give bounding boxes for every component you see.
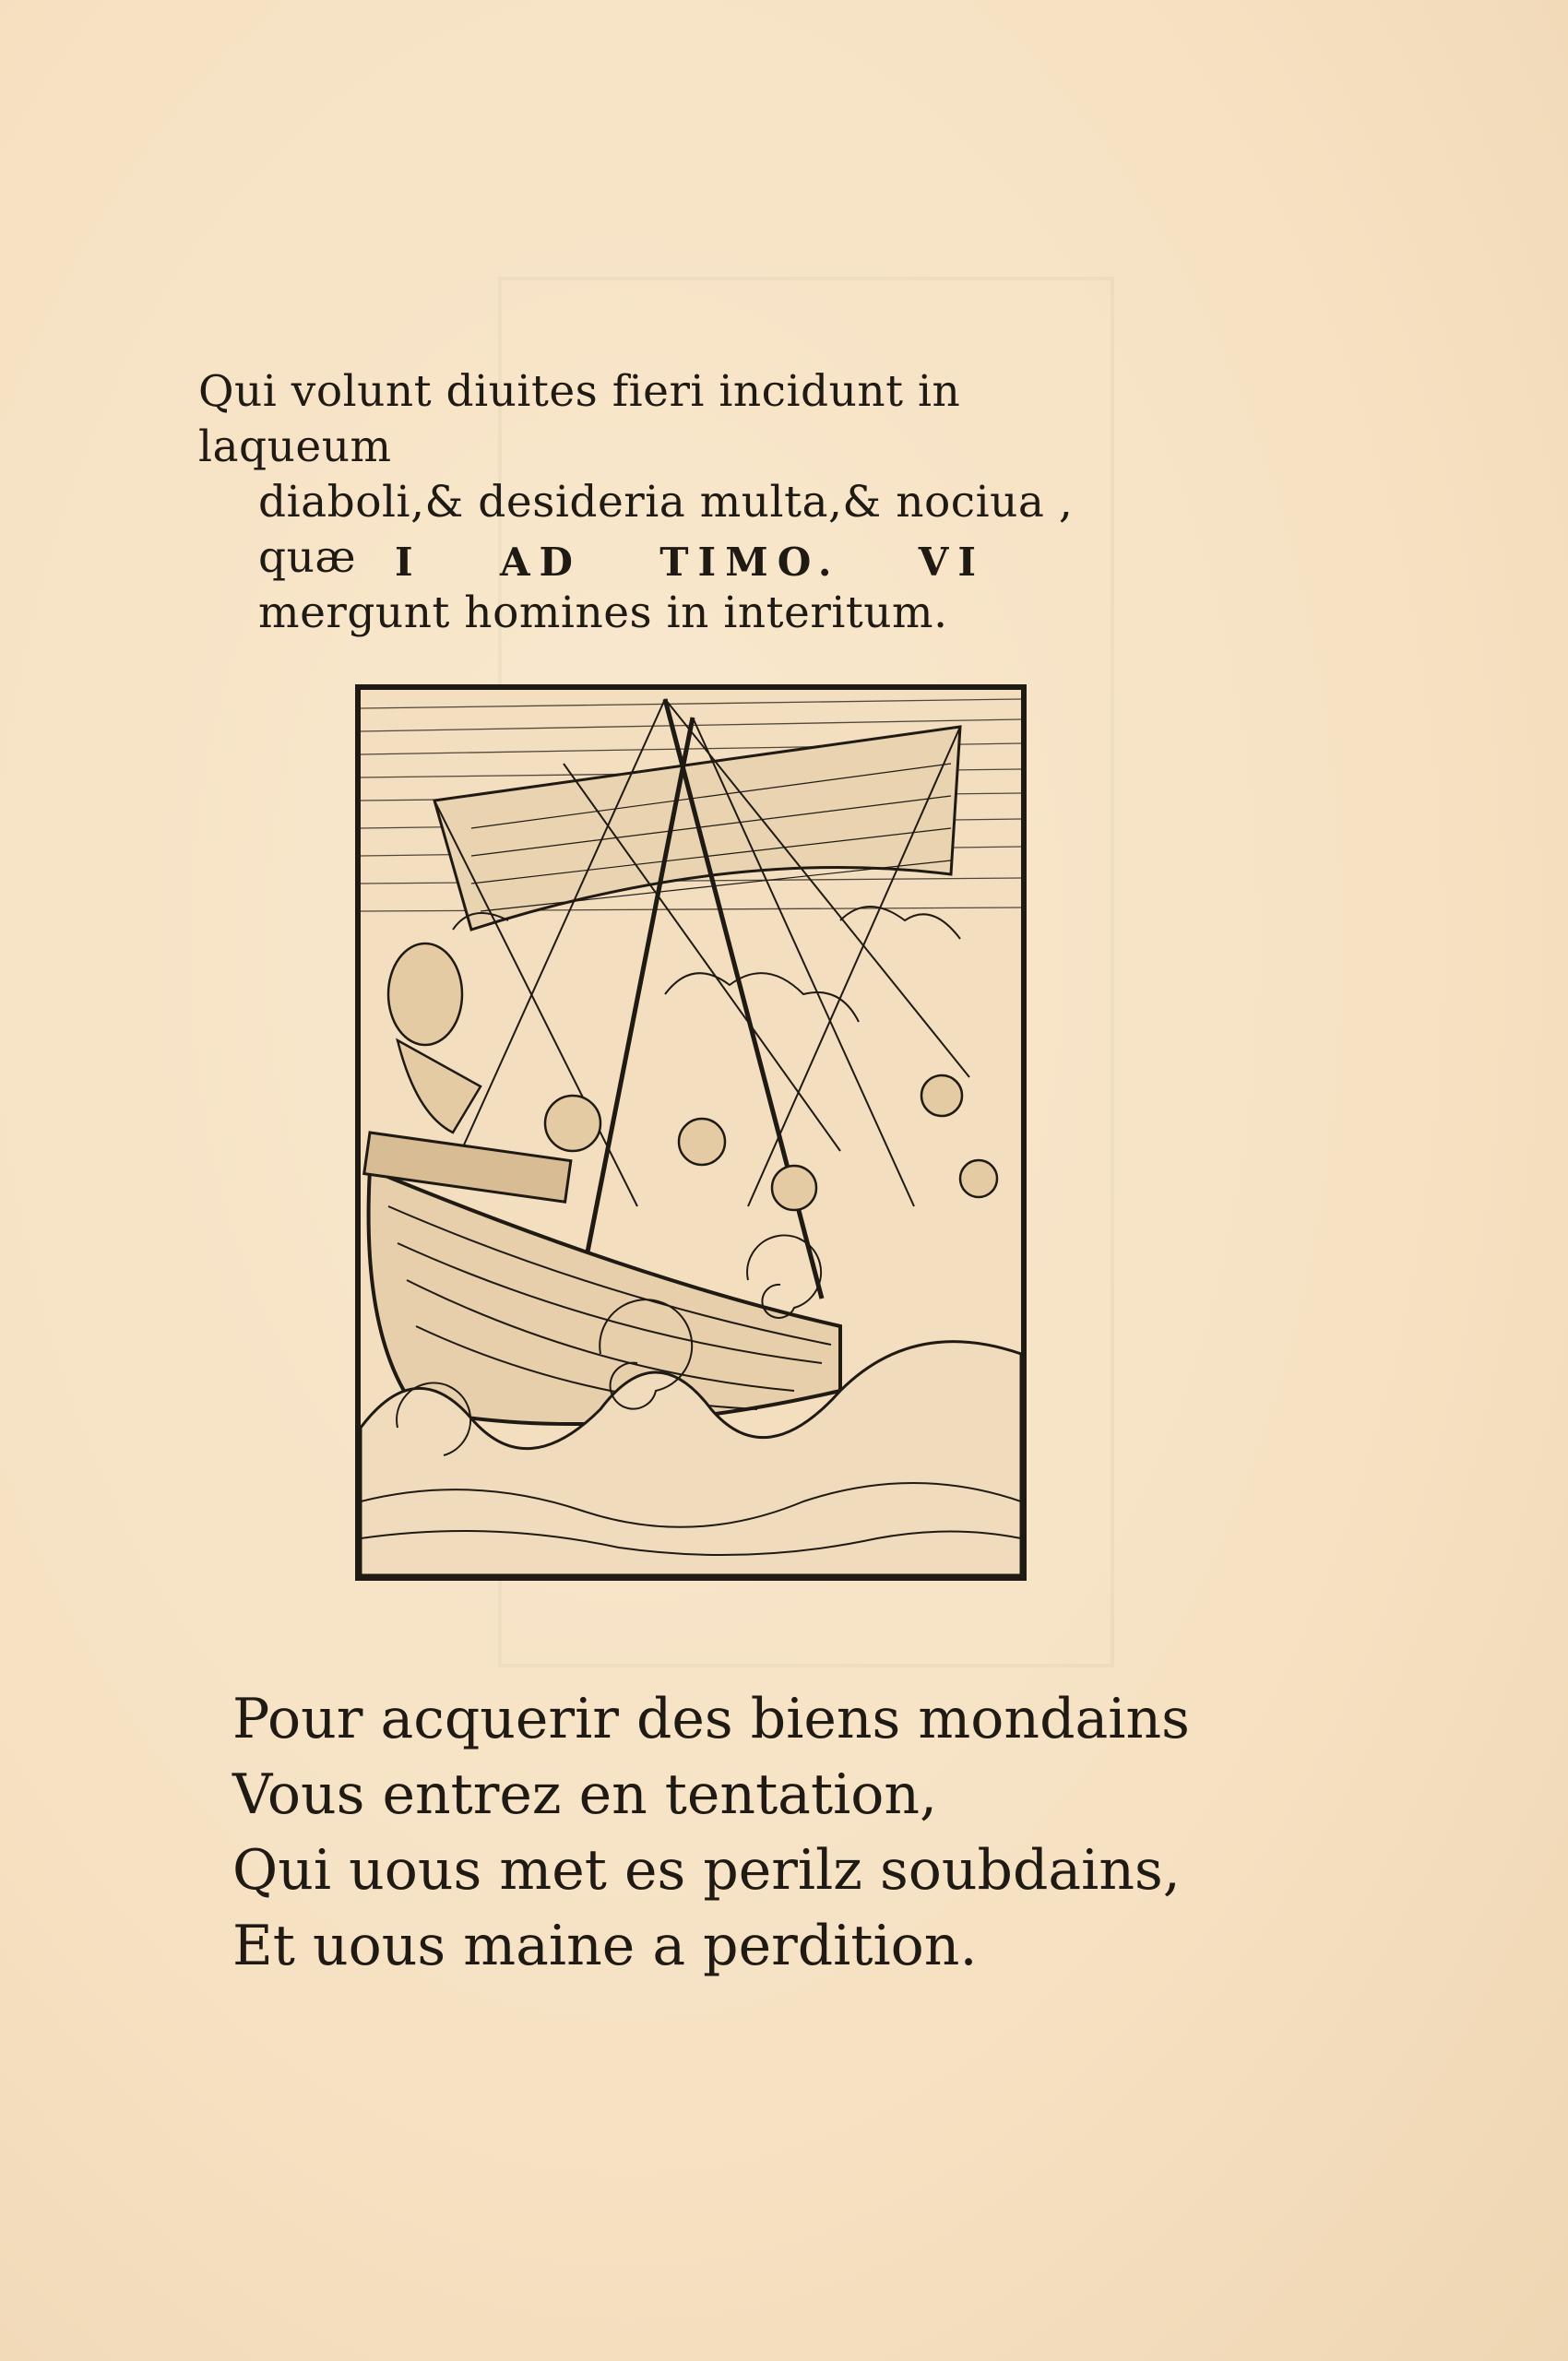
- ship-storm-woodcut-icon: [361, 690, 1021, 1575]
- citation-part: VI: [918, 540, 985, 585]
- verse-line-3: Qui uous met es perilz soubdains,: [232, 1838, 1181, 1903]
- latin-line-1: Qui volunt diuites fieri incidunt in laqueum: [198, 366, 961, 472]
- citation-part: TIMO.: [659, 540, 841, 585]
- verse-line-4: Et uous maine a perdition.: [232, 1914, 978, 1978]
- latin-line-2: diaboli,& desideria multa,& nociua , quæ: [258, 477, 1074, 583]
- citation-part: AD: [499, 540, 582, 585]
- latin-line-3: mergunt homines in interitum.: [258, 587, 948, 638]
- woodcut-illustration: [355, 684, 1027, 1581]
- verse-line-1: Pour acquerir des biens mondains: [232, 1687, 1190, 1751]
- latin-epigraph: [198, 364, 1139, 641]
- french-verse: [232, 1681, 1201, 1984]
- scripture-citation: [395, 540, 985, 585]
- citation-part: I: [395, 540, 422, 585]
- verse-line-2: Vous entrez en tentation,: [232, 1762, 938, 1827]
